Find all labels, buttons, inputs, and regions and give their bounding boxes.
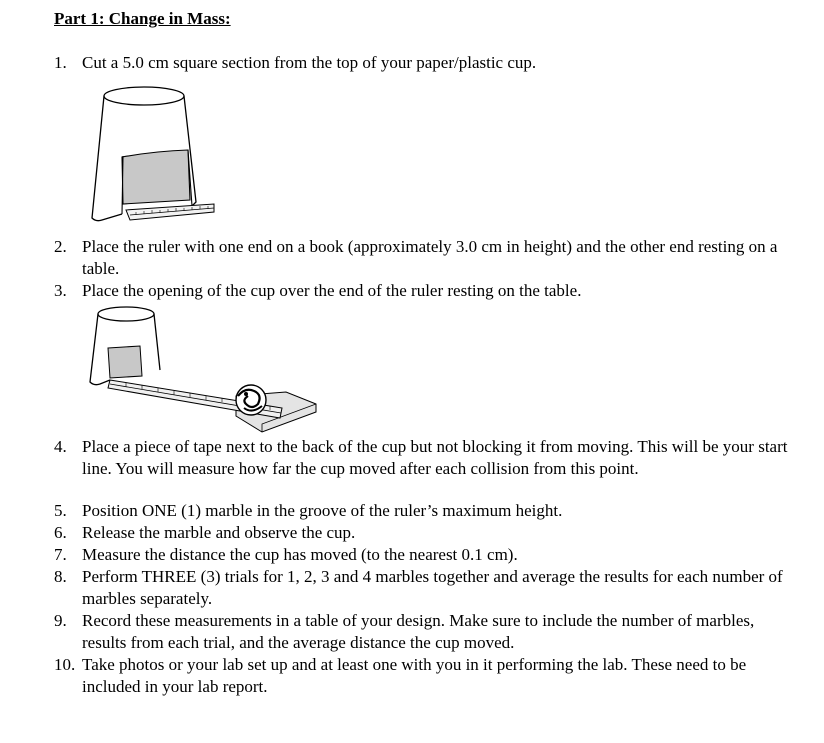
step-number: 10. bbox=[54, 655, 76, 674]
step-text: Place the opening of the cup over the end of the ruler resting on the table. bbox=[82, 281, 582, 300]
step-number: 2. bbox=[54, 237, 67, 256]
cup-cut-figure bbox=[86, 84, 216, 234]
step-text: Perform THREE (3) trials for 1, 2, 3 and 4 marbles together and average the results for each number of marbles separately. bbox=[82, 567, 783, 608]
step-number: 4. bbox=[54, 437, 67, 456]
ruler-figure-1 bbox=[126, 204, 214, 220]
step-number: 8. bbox=[54, 567, 67, 586]
step-text: Cut a 5.0 cm square section from the top of your paper/plastic cup. bbox=[82, 53, 537, 72]
cup-ruler-marble-figure bbox=[86, 304, 322, 436]
step-text: Take photos or your lab set up and at least one with you in it performing the lab. These need to be included in your lab report. bbox=[82, 655, 747, 696]
step-text: Place a piece of tape next to the back of the cup but not blocking it from moving. This will be your start line. You will measure how far the cup moved after each collision from this point. bbox=[82, 437, 788, 478]
step-text: Place the ruler with one end on a book (approximately 3.0 cm in height) and the other end resting on a table. bbox=[82, 237, 778, 278]
step-text: Measure the distance the cup has moved (to the nearest 0.1 cm). bbox=[82, 545, 518, 564]
step-text: Position ONE (1) marble in the groove of the ruler’s maximum height. bbox=[82, 501, 563, 520]
step-number: 5. bbox=[54, 501, 67, 520]
step-text: Record these measurements in a table of your design. Make sure to include the number of marbles, results from each trial, and the average distance the cup moved. bbox=[82, 611, 755, 652]
step-text: Release the marble and observe the cup. bbox=[82, 523, 356, 542]
step-number: 3. bbox=[54, 281, 67, 300]
step-number: 6. bbox=[54, 523, 67, 542]
step-number: 7. bbox=[54, 545, 67, 564]
page-title: Part 1: Change in Mass: bbox=[54, 9, 231, 28]
step-number: 1. bbox=[54, 53, 67, 72]
step-number: 9. bbox=[54, 611, 67, 630]
marble-figure bbox=[236, 385, 266, 415]
